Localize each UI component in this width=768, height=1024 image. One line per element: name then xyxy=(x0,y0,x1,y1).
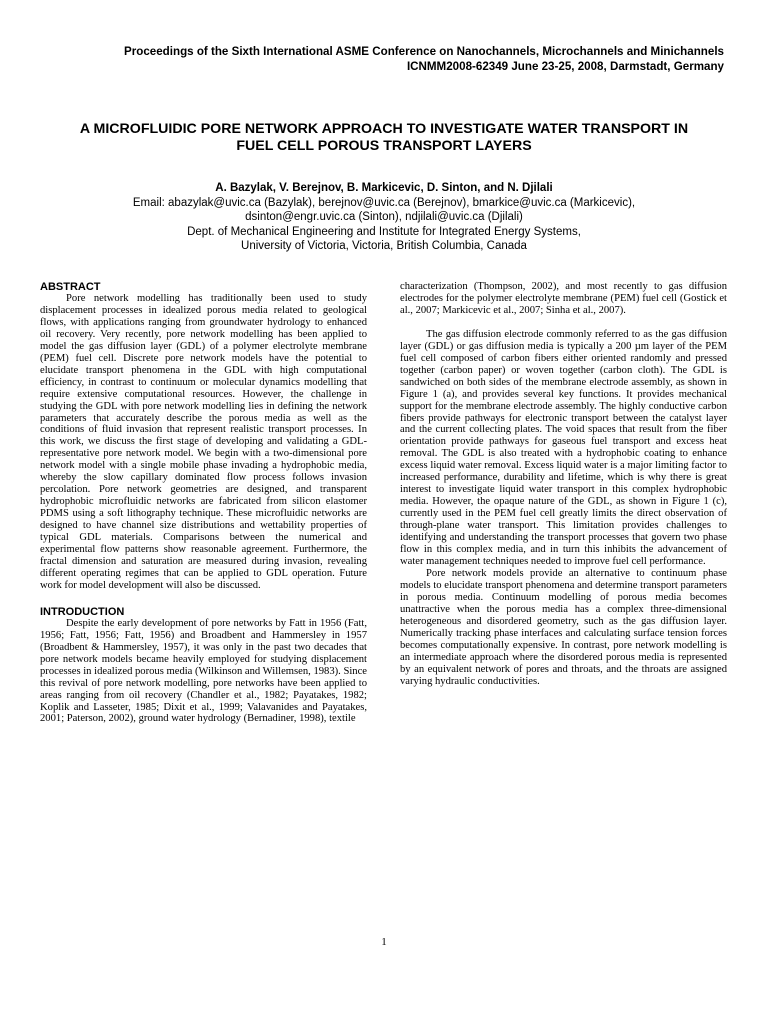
conference-header-line1: Proceedings of the Sixth International ASME Conference on Nanochannels, Microchannels and Minichannels xyxy=(124,45,724,58)
abstract-text: Pore network modelling has traditionally been used to study displacement processes in idealized porous media related to geological flows, with applications ranging from groundwater hydrology to enhanced oil recovery. Very recently, pore network modelling has been applied to model the gas diffusion layer (GDL) of a polymer electrolyte membrane (PEM) fuel cell. Discrete pore network models have the potential to elucidate transport phenomena in the GDL with high computational efficiency, in contrast to continuum or molecular dynamics modelling that require extensive computational resources. However, the challenge in studying the GDL with pore network modelling lies in defining the network parameters that accurately describe the porous media as well as the conditions of fluid invasion that represent realistic transport processes. In this work, we discuss the first stage of developing and validating a GDL-representative pore network model. We begin with a two-dimensional pore network model with a single mobile phase invading a hydrophobic media, whereby the slow capillary dominated flow process follows invasion percolation. Pore network geometries are designed, and transparent hydrophobic microfluidic networks are fabricated from silicon elastomer PDMS using a soft lithography technique. These microfluidic networks are designed to have channel size distributions and wettability properties of typical GDL materials. Comparisons between the numerical and experimental flow patterns show reasonable agreement. Furthermore, the fractal dimension and saturation are measured during invasion, revealing different operating regimes that can be applied to GDL operation. Future work for model development will also be discussed. xyxy=(40,293,367,591)
introduction-paragraph-1-continued: characterization (Thompson, 2002), and most recently to gas diffusion electrodes for the polymer electrolyte membrane (PEM) fuel cell (Gostick et al., 2007; Markicevic et al., 2007; Sinha et al., 2007). xyxy=(400,281,727,316)
introduction-paragraph-3: Pore network models provide an alternative to continuum phase models to elucidate transport phenomena and determine transport parameters in porous media. Continuum modelling of porous media becomes unattractive when the porous media has a complex three-dimensional heterogeneous and disordered geometry, such as the gas diffusion layer. Numerically tracking phase interfaces and calculating surface tension forces becomes computationally expensive. In contrast, pore network modelling is an intermediate approach where the disordered porous media is represented by an equivalent network of pores and throats, and the throats are assigned varying hydraulic conductivities. xyxy=(400,567,727,687)
paper-title xyxy=(40,121,728,155)
paper-title-line2: FUEL CELL POROUS TRANSPORT LAYERS xyxy=(236,138,532,154)
right-column xyxy=(400,281,727,687)
page-number: 1 xyxy=(381,936,387,948)
author-emails-line1: Email: abazylak@uvic.ca (Bazylak), berejnov@uvic.ca (Berejnov), bmarkice@uvic.ca (Markicevic), xyxy=(132,196,636,209)
abstract-heading: ABSTRACT xyxy=(40,281,101,293)
conference-header-line2: ICNMM2008-62349 June 23-25, 2008, Darmstadt, Germany xyxy=(406,60,724,73)
affiliation-line2: University of Victoria, Victoria, British Columbia, Canada xyxy=(241,240,527,252)
paper-title-line1: A MICROFLUIDIC PORE NETWORK APPROACH TO INVESTIGATE WATER TRANSPORT IN xyxy=(79,121,689,137)
author-names: A. Bazylak, V. Berejnov, B. Markicevic, D. Sinton, and N. Djilali xyxy=(215,182,553,194)
paragraph-gap xyxy=(400,317,727,329)
introduction-paragraph-2: The gas diffusion electrode commonly referred to as the gas diffusion layer (GDL) or gas diffusion media is typically a 200 µm layer of the PEM fuel cell composed of carbon fibers either oriented randomly and pressed together (carbon paper) or woven together (carbon cloth). The GDL is sandwiched on both sides of the membrane electrode assembly, as shown in Figure 1 (a), and provides several key functions. It provides mechanical support for the membrane electrode assembly. The highly conductive carbon fibers provide pathways for electronic transport between the catalyst layer and the current collecting plates. The void spaces that result from the fiber orientation provide pathways for gaseous fuel transport and excess heat removal. The GDL is also treated with a hydrophobic coating to enhance excess liquid water removal. Excess liquid water is a major limiting factor to increased performance, durability and lifetime, which is why there is great interest to investigate liquid water transport in this complex hydrophobic media. However, the opaque nature of the GDL, as shown in Figure 1 (c), currently used in the PEM fuel cell greatly limits the direct observation of through-plane water transport. This limitation provides challenges to identifying and understanding the transport processes that govern two phase flow in this complex media, and in turn this inhibits the advancement of water management techniques needed to improve fuel cell performance. xyxy=(400,328,727,567)
introduction-heading: INTRODUCTION xyxy=(40,605,125,618)
affiliation-line1: Dept. of Mechanical Engineering and Institute for Integrated Energy Systems, xyxy=(187,225,581,238)
left-column xyxy=(40,281,367,725)
author-emails-line2: dsinton@engr.uvic.ca (Sinton), ndjilali@uvic.ca (Djilali) xyxy=(245,211,523,223)
author-block xyxy=(40,181,728,254)
introduction-paragraph-1: Despite the early development of pore networks by Fatt in 1956 (Fatt, 1956; Fatt, 1956; Fatt, 1956) and Broadbent and Hammersley in 1957 (Broadbent & Hammersley, 1957), it was only in the past two decades that pore network models became heavily employed for studying displacement processes in idealized porous media (Wilkinson and Willemsen, 1983). Since this revival of pore network modelling, pore networks have been applied to areas ranging from oil recovery (Chandler et al., 1982; Payatakes, 1982; Koplik and Lasseter, 1985; Dixit et al., 1999; Valavanides and Payatakes, 2001; Paterson, 2002), ground water hydrology (Bernadiner, 1998), textile xyxy=(40,617,367,725)
